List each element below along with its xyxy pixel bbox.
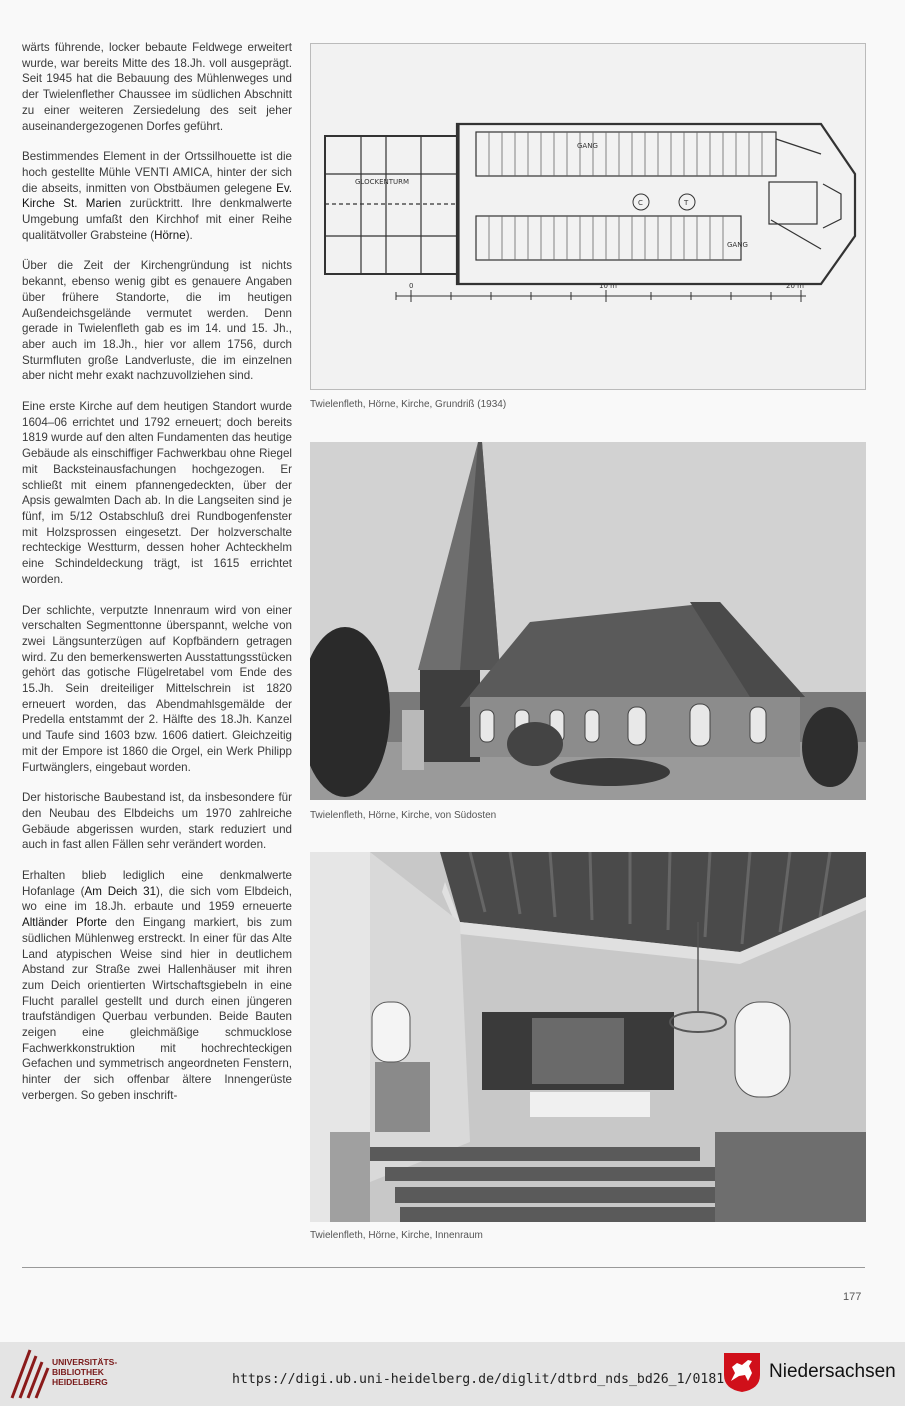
body-text bbox=[22, 40, 292, 1119]
label-gang-top: GANG bbox=[577, 142, 598, 150]
keyword-hoerne: Hörne bbox=[154, 228, 186, 242]
interior-photo-drawing bbox=[310, 852, 866, 1222]
paragraph-6: Der historische Baubestand ist, da insbesondere für den Neubau des Elbdeichs um 1970 zahlreiche Gebäude abgerissen wurden, stark reduziert und auch in fast allen Fällen sehr verändert worden. bbox=[22, 791, 292, 852]
paragraph-2: Bestimmendes Element in der Ortssilhouette ist die hoch gestellte Mühle VENTI AMICA, hinter der sich die abseits, inmitten von Obstbäumen gelegene Ev. Kirche St. Marien zurücktritt. Ihre denkmalwerte Umgebung umfaßt den Kirchhof mit einer Reihe qualitätvoller Grabsteine (Hörne). bbox=[22, 150, 292, 242]
source-url-link[interactable]: https://digi.ub.uni-heidelberg.de/diglit/dtbrd_nds_bd26_1/0181 bbox=[232, 1372, 725, 1387]
keyword-church: Ev. Kirche St. Marien bbox=[22, 181, 292, 211]
scale-0: 0 bbox=[409, 282, 414, 290]
paragraph-1: wärts führende, locker bebaute Feldwege erweitert wurde, war bereits Mitte des 18.Jh. voll ausgeprägt. Seit 1945 hat die Bebauung des Mühlenweges und der Twielenflether Chaussee im südlichen Abschnitt zu einer weiteren Zersiedelung des seit jeher auseinandergezogenen Dorfes geführt. bbox=[22, 41, 292, 133]
scale-10: 10 m bbox=[599, 282, 617, 290]
interior-photo bbox=[310, 852, 866, 1222]
label-circle-c: C bbox=[638, 199, 643, 207]
floor-plan-figure bbox=[310, 43, 866, 390]
scale-bar bbox=[396, 290, 806, 302]
state-name[interactable]: Niedersachsen bbox=[769, 1361, 896, 1382]
pew-lines bbox=[489, 132, 762, 260]
caption-plan: Twielenfleth, Hörne, Kirche, Grundriß (1934) bbox=[310, 399, 507, 410]
page-rule bbox=[22, 1267, 865, 1268]
page-number: 177 bbox=[843, 1291, 862, 1303]
paragraph-7: Erhalten blieb lediglich eine denkmalwerte Hofanlage (Am Deich 31), die sich vom Elbdeich, wo eine im 18.Jh. erbaute und 1959 erneuerte Altländer Pforte den Eingang markiert, bis zum südlichen Mühlenweg erstreckt. In einer für das Alte Land atypischen Weise sind hier in deutlichem Abstand zur Straße zwei Hallenhäuser mit ihren zum Deich orientierten Wirtschaftsgiebeln in eine Flucht parallel gestellt und durch einen jüngeren traufständigen Querbau verbunden. Beide Bauten zeigen eine gleichmäßige schmucklose Fachwerkkonstruktion mit hochrechteckigen Gefachen und symmetrisch angeordneten Fenstern, hinter der sich offenbar ältere Innengerüste verbergen. So geben inschrift- bbox=[22, 869, 293, 1102]
exterior-photo-drawing bbox=[310, 442, 866, 800]
label-tower: GLOCKENTURM bbox=[355, 178, 410, 186]
scale-20: 20 m bbox=[786, 282, 804, 290]
paragraph-4: Eine erste Kirche auf dem heutigen Standort wurde 1604–06 errichtet und 1792 erneuert; doch bereits 1819 wurde auf den alten Fundamenten das heutige Gebäude als einschiffiger Fachwerkbau ohne Riegel mit Backsteinausfachungen hochgezogen. Er schließt mit einem pfannengedeckten, über der Apsis gewalmten Dach ab. In die Langseiten sind je fünf, im 5/12 Ostabschluß drei Rundbogenfenster mit Holzsprossen eingesetzt. Der holzverschalte rechteckige Westturm, dessen hoher Achteckhelm eine Schindeldeckung trägt, ist 1615 errichtet worden. bbox=[22, 400, 292, 586]
horse-crest-icon[interactable] bbox=[722, 1351, 762, 1393]
caption-interior: Twielenfleth, Hörne, Kirche, Innenraum bbox=[310, 1230, 483, 1241]
paragraph-3: Über die Zeit der Kirchengründung ist nichts bekannt, ebenso wenig gibt es genauere Angaben über frühere Standorte, die im heutigen Außendeichsgelände vermutet werden. Denn gerade in Twielenfleth gab es im 14. und 15. Jh., aber auch im 18.Jh., hier vor allem 1756, durch Sturmfluten große Landverluste, die im einzelnen aber nicht mehr exakt nachzuvollziehen sind. bbox=[22, 259, 292, 383]
university-logo-icon[interactable] bbox=[10, 1348, 50, 1400]
university-name[interactable]: UNIVERSITÄTS- BIBLIOTHEK HEIDELBERG bbox=[52, 1357, 118, 1387]
exterior-photo bbox=[310, 442, 866, 800]
keyword-am-deich: Am Deich 31 bbox=[84, 884, 157, 898]
label-circle-t: T bbox=[684, 199, 689, 207]
caption-exterior: Twielenfleth, Hörne, Kirche, von Südosten bbox=[310, 810, 497, 821]
label-gang-bottom: GANG bbox=[727, 241, 748, 249]
paragraph-5: Der schlichte, verputzte Innenraum wird von einer verschalten Segmenttonne überspannt, welche von zwei Längsunterzügen auf Kopfbändern getragen wird. Zu den bemerkenswerten Ausstattungsstücken gehört das gotische Flügelretabel vom Ende des 15.Jh. Sein dreiteiliger Mittelschrein ist 1820 erneuert worden, das Abendmahlsgemälde der Predella entstammt der 2. Hälfte des 18.Jh. Kanzel und Taufe sind 1603 bzw. 1606 datiert. Gleichzeitig mit der Empore ist 1860 die Orgel, ein Werk Philipp Furtwänglers, eingebaut worden. bbox=[22, 603, 292, 774]
keyword-pforte: Altländer Pforte bbox=[22, 916, 107, 930]
floor-plan-drawing bbox=[311, 44, 866, 390]
